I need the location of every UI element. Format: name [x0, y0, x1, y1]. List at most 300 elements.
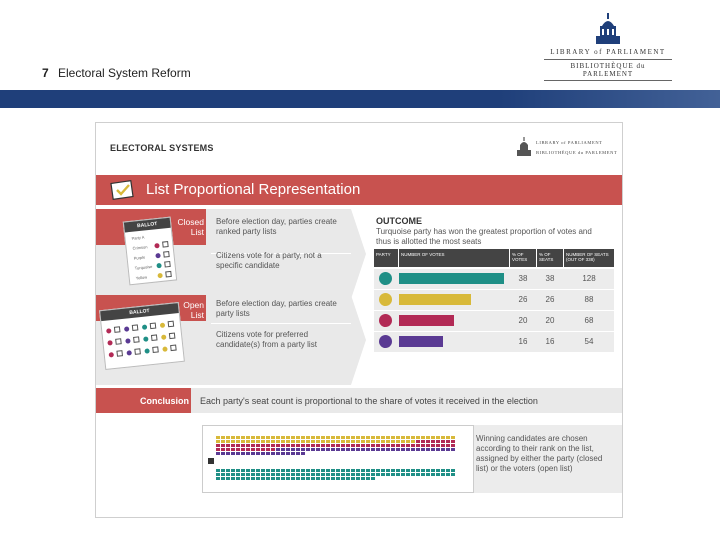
votes-bar: [399, 315, 454, 326]
seat-crimson: [251, 444, 255, 447]
seat-purple: [431, 448, 435, 451]
seat-crimson: [321, 444, 325, 447]
seat-turquoise: [231, 473, 235, 476]
party-dot: [154, 243, 159, 248]
seat-turquoise: [381, 469, 385, 472]
seat-purple: [286, 448, 290, 451]
seat-gold: [226, 436, 230, 439]
seat-gold: [391, 436, 395, 439]
seat-turquoise: [246, 473, 250, 476]
header-number-of-votes: NUMBER OF VOTES: [399, 249, 509, 267]
party-color-dot: [379, 314, 392, 327]
parliament-dome-icon: [593, 12, 623, 46]
ballot-checkbox: [114, 326, 121, 333]
header-pct-seats: % OF SEATS: [537, 249, 563, 267]
ballot-checkbox: [170, 344, 177, 351]
seat-crimson: [346, 444, 350, 447]
seat-turquoise: [426, 473, 430, 476]
seat-turquoise: [311, 473, 315, 476]
seat-purple: [441, 448, 445, 451]
cell-seats: 88: [584, 295, 594, 304]
seat-turquoise: [366, 477, 370, 480]
ballot-checkbox: [133, 336, 140, 343]
seat-turquoise: [286, 469, 290, 472]
seat-turquoise: [291, 477, 295, 480]
seat-turquoise: [266, 473, 270, 476]
seat-crimson: [336, 444, 340, 447]
seat-crimson: [241, 448, 245, 451]
ballot-checkbox: [163, 251, 170, 258]
seat-crimson: [446, 444, 450, 447]
seat-gold: [311, 440, 315, 443]
seat-turquoise: [286, 473, 290, 476]
seat-turquoise: [236, 473, 240, 476]
ballot-party: Crimson: [132, 244, 148, 251]
open-list-label: Open List: [183, 300, 204, 320]
seat-gold: [281, 436, 285, 439]
seat-turquoise: [361, 473, 365, 476]
seat-gold: [276, 440, 280, 443]
seat-turquoise: [356, 473, 360, 476]
seat-turquoise: [256, 477, 260, 480]
seat-purple: [241, 452, 245, 455]
seat-turquoise: [236, 477, 240, 480]
seat-gold: [221, 436, 225, 439]
seat-purple: [331, 448, 335, 451]
seat-gold: [386, 436, 390, 439]
seat-gold: [306, 436, 310, 439]
seat-purple: [271, 452, 275, 455]
seat-turquoise: [436, 473, 440, 476]
cell-seats-pct: 26: [545, 295, 555, 304]
seat-crimson: [411, 444, 415, 447]
seat-crimson: [426, 440, 430, 443]
seat-crimson: [296, 444, 300, 447]
outcome-title: OUTCOME: [376, 216, 422, 226]
infographic-logo: [516, 135, 618, 161]
seat-gold: [261, 436, 265, 439]
outcome-description: Turquoise party has won the greatest proportion of votes and thus is allotted the most seats: [376, 227, 592, 246]
open-list-desc-1: Before election day, parties create party lists: [216, 299, 337, 318]
seat-gold: [256, 436, 260, 439]
seat-crimson: [436, 440, 440, 443]
seat-turquoise: [341, 469, 345, 472]
seat-gold: [331, 440, 335, 443]
cell-seats-pct: 20: [545, 316, 555, 325]
seat-turquoise: [221, 473, 225, 476]
seat-crimson: [221, 444, 225, 447]
seat-gold: [301, 436, 305, 439]
seat-turquoise: [386, 473, 390, 476]
seat-turquoise: [226, 469, 230, 472]
seat-turquoise: [311, 469, 315, 472]
seat-gold: [396, 436, 400, 439]
seat-purple: [346, 448, 350, 451]
seat-turquoise: [296, 473, 300, 476]
seat-turquoise: [286, 477, 290, 480]
seat-purple: [246, 452, 250, 455]
seat-turquoise: [326, 469, 330, 472]
open-list-desc-2: Citizens vote for preferred candidate(s) from a party list: [216, 330, 317, 349]
seat-gold: [446, 436, 450, 439]
seat-turquoise: [396, 469, 400, 472]
seat-purple: [276, 452, 280, 455]
seat-crimson: [266, 444, 270, 447]
seat-turquoise: [246, 469, 250, 472]
seat-gold: [346, 436, 350, 439]
seat-crimson: [356, 444, 360, 447]
seat-crimson: [261, 448, 265, 451]
seat-gold: [381, 440, 385, 443]
seat-turquoise: [381, 473, 385, 476]
cell-votes-pct: 38: [518, 274, 528, 283]
seat-crimson: [401, 444, 405, 447]
votes-bar: [399, 273, 504, 284]
seat-turquoise: [351, 477, 355, 480]
seat-gold: [411, 436, 415, 439]
seat-turquoise: [451, 469, 455, 472]
seat-crimson: [416, 440, 420, 443]
winning-candidates-text: Winning candidates are chosen according to their rank on the list, assigned by either the party (closed list) or the voters (open list): [476, 434, 603, 473]
seat-turquoise: [446, 473, 450, 476]
seat-turquoise: [371, 469, 375, 472]
seat-crimson: [431, 440, 435, 443]
seat-turquoise: [221, 469, 225, 472]
votes-bar: [399, 294, 471, 305]
ballot-checkbox: [151, 334, 158, 341]
seat-purple: [296, 452, 300, 455]
seat-purple: [216, 452, 220, 455]
seat-crimson: [231, 448, 235, 451]
seat-crimson: [441, 444, 445, 447]
seat-purple: [291, 448, 295, 451]
seat-crimson: [251, 448, 255, 451]
seat-gold: [421, 436, 425, 439]
infographic-heading: ELECTORAL SYSTEMS: [110, 143, 214, 153]
seat-crimson: [216, 448, 220, 451]
seat-turquoise: [301, 477, 305, 480]
seat-turquoise: [371, 473, 375, 476]
seat-crimson: [376, 444, 380, 447]
seat-purple: [226, 452, 230, 455]
seat-gold: [406, 436, 410, 439]
ballot-checkbox: [116, 350, 123, 357]
seat-purple: [406, 448, 410, 451]
seat-turquoise: [306, 477, 310, 480]
seat-turquoise: [341, 473, 345, 476]
conclusion-label: Conclusion: [140, 396, 189, 406]
seat-crimson: [256, 448, 260, 451]
seat-turquoise: [271, 477, 275, 480]
seat-purple: [366, 448, 370, 451]
seat-turquoise: [361, 477, 365, 480]
seat-turquoise: [321, 477, 325, 480]
seat-gold: [231, 440, 235, 443]
seat-turquoise: [281, 473, 285, 476]
seat-gold: [371, 440, 375, 443]
seat-gold: [431, 436, 435, 439]
seat-turquoise: [296, 477, 300, 480]
outcome-table: [374, 249, 614, 351]
seat-crimson: [231, 444, 235, 447]
seat-turquoise: [216, 473, 220, 476]
banner-title: List Proportional Representation: [146, 181, 361, 198]
seat-turquoise: [226, 473, 230, 476]
seat-crimson: [256, 444, 260, 447]
seat-turquoise: [251, 469, 255, 472]
seat-crimson: [441, 440, 445, 443]
parliament-dome-icon: [516, 137, 532, 157]
seat-turquoise: [241, 473, 245, 476]
seat-turquoise: [281, 477, 285, 480]
seat-purple: [401, 448, 405, 451]
seat-gold: [401, 440, 405, 443]
seat-gold: [391, 440, 395, 443]
ballot-party: Yellow: [135, 274, 148, 281]
seat-purple: [446, 448, 450, 451]
seat-gold: [231, 436, 235, 439]
seat-purple: [316, 448, 320, 451]
seat-turquoise: [451, 473, 455, 476]
seat-gold: [351, 440, 355, 443]
seat-gold: [361, 436, 365, 439]
seat-gold: [311, 436, 315, 439]
seat-purple: [266, 452, 270, 455]
seat-turquoise: [366, 469, 370, 472]
party-dot: [143, 336, 148, 341]
seat-purple: [281, 452, 285, 455]
seat-turquoise: [356, 477, 360, 480]
seat-gold: [296, 436, 300, 439]
seat-purple: [371, 448, 375, 451]
seat-turquoise: [296, 469, 300, 472]
seat-purple: [361, 448, 365, 451]
seat-gold: [321, 436, 325, 439]
seat-turquoise: [406, 469, 410, 472]
party-dot: [157, 273, 162, 278]
seat-turquoise: [421, 473, 425, 476]
seat-turquoise: [366, 473, 370, 476]
seat-purple: [356, 448, 360, 451]
seat-turquoise: [251, 477, 255, 480]
seat-turquoise: [291, 469, 295, 472]
seat-gold: [366, 436, 370, 439]
seat-gold: [376, 436, 380, 439]
seat-purple: [416, 448, 420, 451]
seat-turquoise: [386, 469, 390, 472]
seat-gold: [286, 436, 290, 439]
seat-purple: [281, 448, 285, 451]
seat-gold: [316, 440, 320, 443]
seat-turquoise: [321, 473, 325, 476]
seat-turquoise: [306, 469, 310, 472]
seat-crimson: [391, 444, 395, 447]
seat-turquoise: [426, 469, 430, 472]
seat-purple: [301, 452, 305, 455]
seat-crimson: [221, 448, 225, 451]
seat-purple: [261, 452, 265, 455]
seat-crimson: [426, 444, 430, 447]
ballot-title: BALLOT: [124, 218, 171, 233]
speaker-seat: [208, 458, 214, 464]
seat-crimson: [226, 448, 230, 451]
seat-purple: [296, 448, 300, 451]
seat-turquoise: [251, 473, 255, 476]
seat-gold: [336, 440, 340, 443]
seat-purple: [391, 448, 395, 451]
ballot-checkbox: [152, 346, 159, 353]
slide-number: 7: [42, 66, 49, 80]
seat-crimson: [396, 444, 400, 447]
header-pct-votes: % OF VOTES: [510, 249, 536, 267]
seat-gold: [426, 436, 430, 439]
seat-turquoise: [331, 473, 335, 476]
seat-purple: [336, 448, 340, 451]
seat-purple: [321, 448, 325, 451]
seats-top-grid: [216, 436, 455, 455]
seat-purple: [386, 448, 390, 451]
seat-turquoise: [346, 473, 350, 476]
seat-turquoise: [261, 469, 265, 472]
seat-turquoise: [421, 469, 425, 472]
seat-turquoise: [416, 473, 420, 476]
seat-crimson: [386, 444, 390, 447]
seat-gold: [236, 440, 240, 443]
seat-turquoise: [401, 473, 405, 476]
seat-turquoise: [306, 473, 310, 476]
seat-gold: [266, 436, 270, 439]
party-dot: [125, 338, 130, 343]
seat-crimson: [406, 444, 410, 447]
seat-purple: [301, 448, 305, 451]
seat-turquoise: [301, 473, 305, 476]
seat-turquoise: [331, 469, 335, 472]
seat-purple: [376, 448, 380, 451]
seat-gold: [386, 440, 390, 443]
seat-crimson: [451, 440, 455, 443]
closed-list-desc-1: Before election day, parties create ranked party lists: [216, 217, 337, 236]
seat-crimson: [306, 444, 310, 447]
seat-crimson: [241, 444, 245, 447]
seat-purple: [236, 452, 240, 455]
seat-turquoise: [411, 469, 415, 472]
seat-turquoise: [246, 477, 250, 480]
seat-gold: [251, 440, 255, 443]
infographic: [95, 122, 623, 518]
seat-crimson: [366, 444, 370, 447]
party-color-dot: [379, 335, 392, 348]
seat-crimson: [341, 444, 345, 447]
cell-seats-pct: 38: [545, 274, 555, 283]
seat-gold: [276, 436, 280, 439]
logo-english: LIBRARY of PARLIAMENT: [544, 48, 672, 60]
seat-crimson: [246, 444, 250, 447]
seat-turquoise: [281, 469, 285, 472]
seat-gold: [366, 440, 370, 443]
row-arrow: [351, 295, 366, 385]
cell-votes-pct: 26: [518, 295, 528, 304]
seat-purple: [436, 448, 440, 451]
infographic-logo-french: BIBLIOTHÈQUE du PARLEMENT: [536, 150, 618, 155]
seat-turquoise: [216, 477, 220, 480]
seat-purple: [351, 448, 355, 451]
seat-turquoise: [446, 469, 450, 472]
seat-gold: [336, 436, 340, 439]
party-color-dot: [379, 272, 392, 285]
seat-purple: [421, 448, 425, 451]
seat-crimson: [311, 444, 315, 447]
seat-gold: [246, 436, 250, 439]
seat-turquoise: [391, 473, 395, 476]
seat-gold: [216, 436, 220, 439]
party-dot: [106, 328, 111, 333]
seat-turquoise: [291, 473, 295, 476]
seat-crimson: [421, 440, 425, 443]
row-arrow: [351, 209, 366, 299]
seat-turquoise: [396, 473, 400, 476]
seat-turquoise: [231, 477, 235, 480]
seat-crimson: [351, 444, 355, 447]
seat-gold: [406, 440, 410, 443]
seat-turquoise: [391, 469, 395, 472]
seat-crimson: [261, 444, 265, 447]
seat-turquoise: [401, 469, 405, 472]
header-party: PARTY: [374, 249, 398, 267]
seat-turquoise: [316, 477, 320, 480]
seat-turquoise: [311, 477, 315, 480]
ballot-check-icon: [108, 179, 136, 201]
seat-gold: [351, 436, 355, 439]
seat-turquoise: [356, 469, 360, 472]
seat-purple: [341, 448, 345, 451]
party-dot: [126, 350, 131, 355]
seat-gold: [451, 436, 455, 439]
slide-title: Electoral System Reform: [58, 66, 191, 80]
logo-french: BIBLIOTHÈQUE du PARLEMENT: [544, 60, 672, 81]
party-dot: [124, 326, 129, 331]
seat-turquoise: [266, 477, 270, 480]
seat-turquoise: [416, 469, 420, 472]
seat-gold: [221, 440, 225, 443]
cell-seats: 54: [584, 337, 594, 346]
seat-turquoise: [436, 469, 440, 472]
ballot-checkbox: [115, 338, 122, 345]
seat-turquoise: [441, 469, 445, 472]
closed-list-desc-2: Citizens vote for a party, not a specific candidate: [216, 251, 322, 270]
banner: [96, 175, 623, 205]
seat-turquoise: [321, 469, 325, 472]
seat-gold: [241, 436, 245, 439]
seat-gold: [356, 440, 360, 443]
seat-turquoise: [276, 473, 280, 476]
votes-bar: [399, 336, 443, 347]
seat-turquoise: [326, 473, 330, 476]
seat-gold: [321, 440, 325, 443]
seat-purple: [286, 452, 290, 455]
infographic-logo-english: LIBRARY of PARLIAMENT: [536, 140, 603, 145]
seat-purple: [256, 452, 260, 455]
ballot-checkbox: [150, 322, 157, 329]
seat-turquoise: [266, 469, 270, 472]
seat-gold: [401, 436, 405, 439]
seat-crimson: [381, 444, 385, 447]
seat-gold: [341, 440, 345, 443]
seat-crimson: [266, 448, 270, 451]
ballot-checkbox: [165, 271, 172, 278]
seat-turquoise: [216, 469, 220, 472]
ballot-checkbox: [169, 333, 176, 340]
seat-crimson: [286, 444, 290, 447]
